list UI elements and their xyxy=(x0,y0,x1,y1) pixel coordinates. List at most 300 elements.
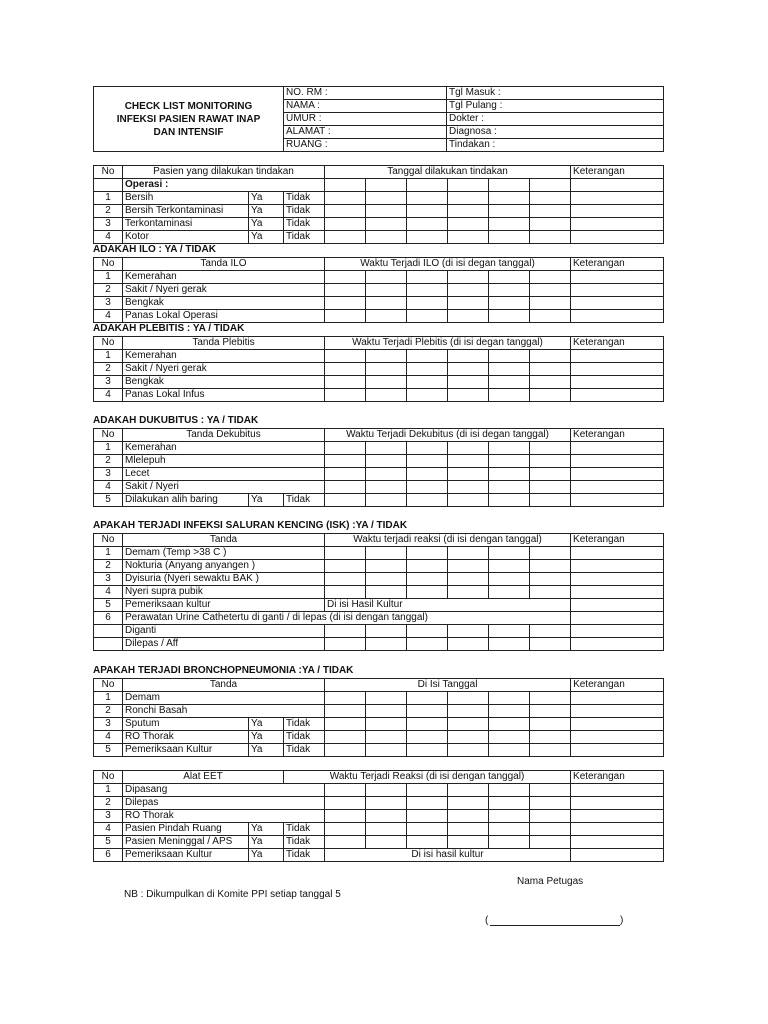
blank-cell[interactable] xyxy=(489,389,530,402)
blank-cell[interactable] xyxy=(530,560,571,573)
blank-cell[interactable] xyxy=(448,389,489,402)
blank-cell[interactable] xyxy=(325,481,366,494)
blank-cell[interactable] xyxy=(366,560,407,573)
blank-cell[interactable] xyxy=(448,376,489,389)
blank-cell[interactable] xyxy=(448,179,489,192)
table-row xyxy=(94,731,664,744)
blank-cell[interactable] xyxy=(407,692,448,705)
option-tidak[interactable]: Tidak xyxy=(284,192,325,205)
blank-cell[interactable] xyxy=(448,784,489,797)
option-tidak[interactable]: Tidak xyxy=(284,205,325,218)
blank-cell[interactable] xyxy=(448,625,489,638)
blank-cell[interactable] xyxy=(325,638,366,651)
blank-cell[interactable] xyxy=(325,271,366,284)
blank-cell[interactable] xyxy=(407,297,448,310)
blank-cell[interactable] xyxy=(448,638,489,651)
blank-cell[interactable] xyxy=(489,205,530,218)
blank-cell[interactable] xyxy=(448,560,489,573)
blank-cell[interactable] xyxy=(448,231,489,244)
blank-cell[interactable] xyxy=(489,350,530,363)
blank-cell[interactable] xyxy=(448,192,489,205)
blank-cell[interactable] xyxy=(571,494,664,507)
table-row xyxy=(94,638,664,651)
blank-cell[interactable] xyxy=(366,389,407,402)
field-alamat[interactable]: ALAMAT : xyxy=(284,126,447,139)
blank-cell[interactable] xyxy=(489,784,530,797)
blank-cell[interactable] xyxy=(366,494,407,507)
option-ya[interactable]: Ya xyxy=(249,192,284,205)
option-ya[interactable]: Ya xyxy=(249,836,284,849)
blank-cell[interactable] xyxy=(530,823,571,836)
blank-cell[interactable] xyxy=(448,586,489,599)
blank-cell[interactable] xyxy=(489,218,530,231)
option-ya[interactable]: Ya xyxy=(249,218,284,231)
option-tidak[interactable]: Tidak xyxy=(284,218,325,231)
blank-cell[interactable] xyxy=(407,376,448,389)
blank-cell[interactable] xyxy=(489,455,530,468)
col-tanggal: Di Isi Tanggal xyxy=(325,679,571,692)
blank-cell[interactable] xyxy=(407,350,448,363)
plebitis-title: ADAKAH PLEBITIS : YA / TIDAK xyxy=(93,323,245,334)
blank-cell[interactable] xyxy=(448,797,489,810)
blank-cell[interactable] xyxy=(325,376,366,389)
option-tidak[interactable]: Tidak xyxy=(284,718,325,731)
blank-cell[interactable] xyxy=(489,810,530,823)
blank-cell[interactable] xyxy=(407,205,448,218)
blank-cell[interactable] xyxy=(530,638,571,651)
blank-cell[interactable] xyxy=(530,442,571,455)
blank-cell[interactable] xyxy=(448,455,489,468)
blank-cell[interactable] xyxy=(407,179,448,192)
blank-cell[interactable] xyxy=(407,744,448,757)
blank-cell[interactable] xyxy=(407,442,448,455)
blank-cell[interactable] xyxy=(325,442,366,455)
blank-cell[interactable] xyxy=(325,718,366,731)
blank-cell[interactable] xyxy=(407,560,448,573)
blank-cell[interactable] xyxy=(571,192,664,205)
blank-cell[interactable] xyxy=(366,810,407,823)
blank-cell[interactable] xyxy=(571,849,664,862)
blank-cell[interactable] xyxy=(325,205,366,218)
blank-cell[interactable] xyxy=(489,744,530,757)
option-tidak[interactable]: Tidak xyxy=(284,731,325,744)
blank-cell[interactable] xyxy=(530,468,571,481)
blank-cell[interactable] xyxy=(571,231,664,244)
blank-cell[interactable] xyxy=(489,442,530,455)
blank-cell[interactable] xyxy=(407,731,448,744)
field-diagnosa[interactable]: Diagnosa : xyxy=(447,126,664,139)
blank-cell[interactable] xyxy=(407,705,448,718)
blank-cell[interactable] xyxy=(489,797,530,810)
field-tgl-pulang[interactable]: Tgl Pulang : xyxy=(447,100,664,113)
blank-cell[interactable] xyxy=(530,205,571,218)
blank-cell[interactable] xyxy=(325,705,366,718)
field-tgl-masuk[interactable]: Tgl Masuk : xyxy=(447,87,664,100)
blank-cell[interactable] xyxy=(571,744,664,757)
blank-cell[interactable] xyxy=(366,625,407,638)
row-no: 1 xyxy=(94,271,123,284)
blank-cell[interactable] xyxy=(325,836,366,849)
option-ya[interactable]: Ya xyxy=(249,744,284,757)
option-tidak[interactable]: Tidak xyxy=(284,231,325,244)
blank-cell[interactable] xyxy=(325,560,366,573)
blank-cell[interactable] xyxy=(448,310,489,323)
blank-cell[interactable] xyxy=(530,284,571,297)
blank-cell[interactable] xyxy=(366,284,407,297)
broncho-table xyxy=(93,678,664,757)
blank-cell[interactable] xyxy=(407,784,448,797)
blank-cell[interactable] xyxy=(530,573,571,586)
blank-cell[interactable] xyxy=(530,797,571,810)
blank-cell[interactable] xyxy=(448,731,489,744)
option-ya[interactable]: Ya xyxy=(249,718,284,731)
blank-cell[interactable] xyxy=(448,481,489,494)
blank-cell[interactable] xyxy=(448,468,489,481)
blank-cell[interactable] xyxy=(571,692,664,705)
blank-cell[interactable] xyxy=(571,179,664,192)
blank-cell[interactable] xyxy=(571,442,664,455)
blank-cell[interactable] xyxy=(489,625,530,638)
blank-cell[interactable] xyxy=(325,573,366,586)
option-ya[interactable]: Ya xyxy=(249,731,284,744)
blank-cell[interactable] xyxy=(530,231,571,244)
blank-cell[interactable] xyxy=(571,836,664,849)
blank-cell[interactable] xyxy=(366,836,407,849)
blank-cell[interactable] xyxy=(571,638,664,651)
blank-cell[interactable] xyxy=(366,481,407,494)
blank-cell[interactable] xyxy=(571,797,664,810)
blank-cell[interactable] xyxy=(366,784,407,797)
blank-cell[interactable] xyxy=(94,625,123,638)
blank-cell[interactable] xyxy=(489,718,530,731)
blank-cell[interactable] xyxy=(530,179,571,192)
table-row xyxy=(94,297,664,310)
option-ya[interactable]: Ya xyxy=(249,231,284,244)
blank-cell[interactable] xyxy=(448,692,489,705)
field-nama[interactable]: NAMA : xyxy=(284,100,447,113)
blank-cell[interactable] xyxy=(448,744,489,757)
blank-cell[interactable] xyxy=(530,389,571,402)
blank-cell[interactable] xyxy=(366,638,407,651)
blank-cell[interactable] xyxy=(571,547,664,560)
hasil-kultur-field[interactable]: Di isi hasil kultur xyxy=(325,849,571,862)
blank-cell[interactable] xyxy=(530,218,571,231)
blank-cell[interactable] xyxy=(366,731,407,744)
blank-cell[interactable] xyxy=(407,547,448,560)
blank-cell[interactable] xyxy=(407,481,448,494)
blank-cell[interactable] xyxy=(325,744,366,757)
option-tidak[interactable]: Tidak xyxy=(284,744,325,757)
blank-cell[interactable] xyxy=(530,705,571,718)
blank-cell[interactable] xyxy=(530,192,571,205)
blank-cell[interactable] xyxy=(448,573,489,586)
col-keterangan: Keterangan xyxy=(571,679,664,692)
option-ya[interactable]: Ya xyxy=(249,205,284,218)
row-no: 2 xyxy=(94,363,123,376)
blank-cell[interactable] xyxy=(571,784,664,797)
row-no: 1 xyxy=(94,692,123,705)
blank-cell[interactable] xyxy=(489,284,530,297)
option-ya[interactable]: Ya xyxy=(249,494,284,507)
blank-cell[interactable] xyxy=(530,731,571,744)
blank-cell[interactable] xyxy=(366,718,407,731)
blank-cell[interactable] xyxy=(407,836,448,849)
blank-cell[interactable] xyxy=(571,389,664,402)
blank-cell[interactable] xyxy=(366,297,407,310)
blank-cell[interactable] xyxy=(530,350,571,363)
field-dokter[interactable]: Dokter : xyxy=(447,113,664,126)
blank-cell[interactable] xyxy=(448,218,489,231)
blank-cell[interactable] xyxy=(571,573,664,586)
blank-cell[interactable] xyxy=(530,586,571,599)
blank-cell[interactable] xyxy=(366,192,407,205)
hasil-kultur-field[interactable]: Di isi Hasil Kultur xyxy=(325,599,571,612)
blank-cell[interactable] xyxy=(448,718,489,731)
blank-cell[interactable] xyxy=(325,586,366,599)
blank-cell[interactable] xyxy=(366,586,407,599)
broncho-title: APAKAH TERJADI BRONCHOPNEUMONIA :YA / TIDAK xyxy=(93,665,354,676)
blank-cell[interactable] xyxy=(489,468,530,481)
blank-cell[interactable] xyxy=(571,218,664,231)
blank-cell[interactable] xyxy=(530,376,571,389)
blank-cell[interactable] xyxy=(571,376,664,389)
blank-cell[interactable] xyxy=(366,350,407,363)
blank-cell[interactable] xyxy=(530,692,571,705)
blank-cell[interactable] xyxy=(489,705,530,718)
blank-cell[interactable] xyxy=(325,823,366,836)
blank-cell[interactable] xyxy=(489,363,530,376)
blank-cell[interactable] xyxy=(489,179,530,192)
blank-cell[interactable] xyxy=(325,389,366,402)
blank-cell[interactable] xyxy=(448,823,489,836)
blank-cell[interactable] xyxy=(571,718,664,731)
blank-cell[interactable] xyxy=(530,836,571,849)
table-row xyxy=(94,586,664,599)
blank-cell[interactable] xyxy=(325,547,366,560)
row-no: 2 xyxy=(94,455,123,468)
option-tidak[interactable]: Tidak xyxy=(284,823,325,836)
option-tidak[interactable]: Tidak xyxy=(284,836,325,849)
blank-cell[interactable] xyxy=(325,468,366,481)
blank-cell[interactable] xyxy=(530,310,571,323)
blank-cell[interactable] xyxy=(448,810,489,823)
option-ya[interactable]: Ya xyxy=(249,823,284,836)
blank-cell[interactable] xyxy=(325,731,366,744)
blank-cell[interactable] xyxy=(448,442,489,455)
blank-cell[interactable] xyxy=(571,612,664,625)
blank-cell[interactable] xyxy=(325,455,366,468)
blank-cell[interactable] xyxy=(489,310,530,323)
blank-cell[interactable] xyxy=(407,823,448,836)
blank-cell[interactable] xyxy=(530,363,571,376)
blank-cell[interactable] xyxy=(448,363,489,376)
blank-cell[interactable] xyxy=(489,836,530,849)
blank-cell[interactable] xyxy=(448,547,489,560)
blank-cell[interactable] xyxy=(489,192,530,205)
blank-cell[interactable] xyxy=(325,350,366,363)
blank-cell[interactable] xyxy=(530,718,571,731)
blank-cell[interactable] xyxy=(489,560,530,573)
blank-cell[interactable] xyxy=(489,297,530,310)
blank-cell[interactable] xyxy=(530,547,571,560)
blank-cell[interactable] xyxy=(407,573,448,586)
blank-cell[interactable] xyxy=(407,218,448,231)
blank-cell[interactable] xyxy=(489,823,530,836)
blank-cell[interactable] xyxy=(530,481,571,494)
blank-cell[interactable] xyxy=(366,573,407,586)
field-ruang[interactable]: RUANG : xyxy=(284,139,447,152)
blank-cell[interactable] xyxy=(94,638,123,651)
blank-cell[interactable] xyxy=(407,455,448,468)
row-label: Dipasang xyxy=(123,784,325,797)
blank-cell[interactable] xyxy=(448,271,489,284)
blank-cell[interactable] xyxy=(571,310,664,323)
signature-line[interactable] xyxy=(490,925,620,926)
blank-cell[interactable] xyxy=(489,231,530,244)
blank-cell[interactable] xyxy=(489,271,530,284)
table-row xyxy=(94,810,664,823)
blank-cell[interactable] xyxy=(489,586,530,599)
blank-cell[interactable] xyxy=(325,284,366,297)
table-row xyxy=(94,560,664,573)
blank-cell[interactable] xyxy=(571,823,664,836)
blank-cell[interactable] xyxy=(530,494,571,507)
blank-cell[interactable] xyxy=(325,179,366,192)
blank-cell[interactable] xyxy=(325,625,366,638)
blank-cell[interactable] xyxy=(325,192,366,205)
blank-cell[interactable] xyxy=(530,455,571,468)
blank-cell[interactable] xyxy=(366,363,407,376)
blank-cell[interactable] xyxy=(571,560,664,573)
blank-cell[interactable] xyxy=(366,231,407,244)
blank-cell[interactable] xyxy=(407,718,448,731)
blank-cell[interactable] xyxy=(325,810,366,823)
blank-cell[interactable] xyxy=(448,350,489,363)
blank-cell[interactable] xyxy=(366,705,407,718)
blank-cell[interactable] xyxy=(571,455,664,468)
blank-cell[interactable] xyxy=(571,731,664,744)
blank-cell[interactable] xyxy=(489,376,530,389)
blank-cell[interactable] xyxy=(366,797,407,810)
plebitis-table xyxy=(93,336,664,402)
blank-cell[interactable] xyxy=(366,442,407,455)
blank-cell[interactable] xyxy=(407,310,448,323)
blank-cell[interactable] xyxy=(530,625,571,638)
row-no: 5 xyxy=(94,744,123,757)
blank-cell[interactable] xyxy=(325,692,366,705)
blank-cell[interactable] xyxy=(94,179,123,192)
field-tindakan[interactable]: Tindakan : xyxy=(447,139,664,152)
blank-cell[interactable] xyxy=(366,310,407,323)
blank-cell[interactable] xyxy=(366,205,407,218)
blank-cell[interactable] xyxy=(571,599,664,612)
blank-cell[interactable] xyxy=(366,547,407,560)
option-ya[interactable]: Ya xyxy=(249,849,284,862)
blank-cell[interactable] xyxy=(325,297,366,310)
blank-cell[interactable] xyxy=(489,573,530,586)
blank-cell[interactable] xyxy=(571,350,664,363)
blank-cell[interactable] xyxy=(325,784,366,797)
blank-cell[interactable] xyxy=(571,284,664,297)
blank-cell[interactable] xyxy=(571,297,664,310)
blank-cell[interactable] xyxy=(366,744,407,757)
blank-cell[interactable] xyxy=(489,547,530,560)
field-no-rm[interactable]: NO. RM : xyxy=(284,87,447,100)
blank-cell[interactable] xyxy=(325,310,366,323)
blank-cell[interactable] xyxy=(571,481,664,494)
blank-cell[interactable] xyxy=(366,692,407,705)
blank-cell[interactable] xyxy=(448,205,489,218)
blank-cell[interactable] xyxy=(571,625,664,638)
blank-cell[interactable] xyxy=(407,797,448,810)
blank-cell[interactable] xyxy=(366,271,407,284)
blank-cell[interactable] xyxy=(448,705,489,718)
blank-cell[interactable] xyxy=(448,284,489,297)
blank-cell[interactable] xyxy=(407,494,448,507)
option-tidak[interactable]: Tidak xyxy=(284,494,325,507)
blank-cell[interactable] xyxy=(325,231,366,244)
blank-cell[interactable] xyxy=(366,179,407,192)
blank-cell[interactable] xyxy=(571,205,664,218)
blank-cell[interactable] xyxy=(571,271,664,284)
blank-cell[interactable] xyxy=(530,297,571,310)
blank-cell[interactable] xyxy=(366,468,407,481)
blank-cell[interactable] xyxy=(325,494,366,507)
blank-cell[interactable] xyxy=(448,297,489,310)
blank-cell[interactable] xyxy=(366,376,407,389)
blank-cell[interactable] xyxy=(407,363,448,376)
blank-cell[interactable] xyxy=(407,586,448,599)
blank-cell[interactable] xyxy=(366,823,407,836)
blank-cell[interactable] xyxy=(571,586,664,599)
blank-cell[interactable] xyxy=(407,638,448,651)
blank-cell[interactable] xyxy=(571,363,664,376)
blank-cell[interactable] xyxy=(530,784,571,797)
row-label: Panas Lokal Infus xyxy=(123,389,325,402)
blank-cell[interactable] xyxy=(489,494,530,507)
blank-cell[interactable] xyxy=(489,481,530,494)
blank-cell[interactable] xyxy=(571,705,664,718)
blank-cell[interactable] xyxy=(530,271,571,284)
blank-cell[interactable] xyxy=(407,284,448,297)
blank-cell[interactable] xyxy=(571,468,664,481)
option-tidak[interactable]: Tidak xyxy=(284,849,325,862)
blank-cell[interactable] xyxy=(530,744,571,757)
blank-cell[interactable] xyxy=(407,810,448,823)
blank-cell[interactable] xyxy=(325,363,366,376)
blank-cell[interactable] xyxy=(325,218,366,231)
blank-cell[interactable] xyxy=(448,494,489,507)
blank-cell[interactable] xyxy=(448,836,489,849)
blank-cell[interactable] xyxy=(407,625,448,638)
blank-cell[interactable] xyxy=(325,797,366,810)
blank-cell[interactable] xyxy=(407,271,448,284)
blank-cell[interactable] xyxy=(489,692,530,705)
blank-cell[interactable] xyxy=(366,218,407,231)
blank-cell[interactable] xyxy=(366,455,407,468)
blank-cell[interactable] xyxy=(407,231,448,244)
blank-cell[interactable] xyxy=(407,389,448,402)
blank-cell[interactable] xyxy=(530,810,571,823)
blank-cell[interactable] xyxy=(489,731,530,744)
table-row xyxy=(94,797,664,810)
blank-cell[interactable] xyxy=(407,468,448,481)
blank-cell[interactable] xyxy=(571,810,664,823)
field-umur[interactable]: UMUR : xyxy=(284,113,447,126)
blank-cell[interactable] xyxy=(407,192,448,205)
table-row xyxy=(94,442,664,455)
blank-cell[interactable] xyxy=(489,638,530,651)
